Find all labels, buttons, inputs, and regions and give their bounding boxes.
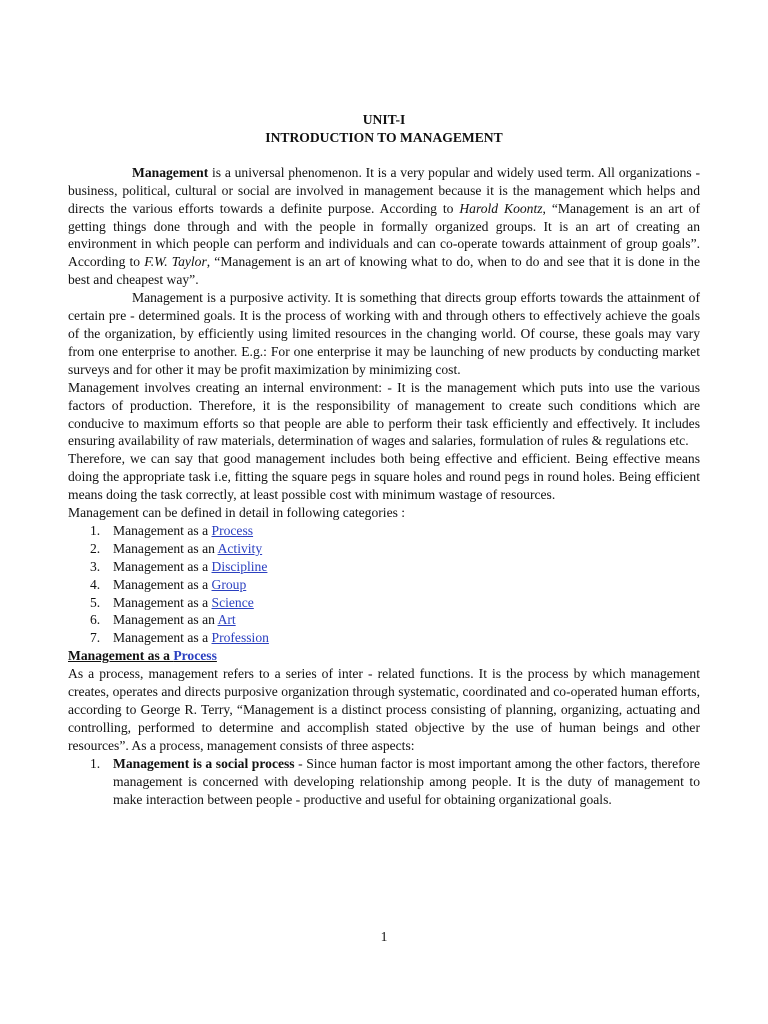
list-prefix: Management as an	[113, 540, 218, 556]
aspect-title: Management is a social process	[113, 755, 295, 771]
list-item	[68, 594, 700, 612]
list-number: 2.	[90, 540, 101, 556]
title-spacer	[68, 147, 700, 164]
list-item	[68, 522, 700, 540]
link-discipline[interactable]: Discipline	[211, 558, 268, 574]
paragraph-process: As a process, management refers to a series of inter - related functions. It is the process by which management creates, operates and directs purposive organization through systematic, coordinated and co-operated human efforts, according to George R. Terry, “Management is a distinct process consisting of planning, organizing, actuating and controlling, performed to determine and accomplish stated objective by the use of human beings and other resources”. As a process, management consists of three aspects:	[68, 666, 700, 753]
list-prefix: Management as a	[113, 558, 212, 574]
author-koontz: Harold Koontz	[459, 200, 543, 216]
link-process[interactable]: Process	[211, 522, 254, 538]
list-prefix: Management as a	[113, 522, 212, 538]
list-prefix: Management as an	[113, 612, 218, 628]
list-number: 3.	[90, 558, 101, 574]
list-number: 4.	[90, 576, 101, 592]
list-prefix: Management as a	[113, 594, 212, 610]
link-art[interactable]: Art	[217, 612, 236, 628]
page-number: 1	[380, 929, 388, 944]
paragraph-effective: Therefore, we can say that good management includes both being effective and efficient. Being effective means doing the appropriate task i.e, fitting the square pegs in square holes and round pegs in round holes. Being efficient means doing the task correctly, at least possible cost with minimum wastage of resources.	[68, 451, 700, 503]
paragraph-definition	[68, 164, 700, 289]
p1-text-a: is a universal phenomenon. It is a very popular and widely used term. All organizations - business, political, cultural or social are involved in management because it is the management which helps and directs the various efforts towards a definite purpose. According to	[68, 164, 700, 216]
aspect-text: - Since human factor is most important among the other factors, therefore management is concerned with developing relationship among people. It is the duty of management to make interaction between people - productive and useful for obtaining organizational goals.	[113, 755, 701, 807]
section-heading-link[interactable]: Process	[173, 648, 217, 664]
list-item	[68, 755, 700, 809]
list-number: 7.	[90, 630, 101, 646]
list-item	[68, 629, 700, 647]
list-item	[68, 558, 700, 576]
paragraph-categories-intro: Management can be defined in detail in following categories :	[68, 505, 406, 521]
list-number: 6.	[90, 612, 101, 628]
document-title: INTRODUCTION TO MANAGEMENT	[265, 129, 503, 145]
list-number: 1.	[90, 522, 101, 538]
p1-text-c: , “Management is an art of knowing what to do, when to do and see that it is done in the best and cheapest way”.	[68, 254, 700, 288]
list-item	[68, 611, 700, 629]
paragraph-environment: Management involves creating an internal environment: - It is the management which puts into use the various factors of production. Therefore, it is the responsibility of management to create such conditions which are conducive to maximum efforts so that people are able to perform their task efficiently and effectively. It includes ensuring availability of raw materials, determination of wages and salaries, formulation of rules & regulations etc.	[68, 379, 700, 449]
section-heading-prefix: Management as a	[68, 648, 174, 664]
list-item	[68, 576, 700, 594]
categories-list	[68, 522, 700, 647]
lead-term: Management	[132, 164, 209, 180]
link-group[interactable]: Group	[211, 576, 247, 592]
section-heading	[68, 647, 700, 665]
p1-text-b: , “Management is an art of getting things done through and with the people in formally organized groups. It is an art of creating an environment in which people can perform and individuals and can co-operate towards attainment of group goals”. According to	[68, 200, 700, 270]
list-number: 5.	[90, 594, 101, 610]
list-prefix: Management as a	[113, 630, 212, 646]
unit-label: UNIT-I	[362, 112, 406, 127]
link-activity[interactable]: Activity	[217, 540, 263, 556]
author-taylor: F.W. Taylor	[144, 254, 207, 270]
document-body	[68, 111, 700, 808]
link-science[interactable]: Science	[211, 594, 254, 610]
aspects-list	[68, 755, 700, 809]
paragraph-purposive: Management is a purposive activity. It is something that directs group efforts towards the attainment of certain pre - determined goals. It is the process of working with and through others to effectively achieve the goals of the organization, by efficiently using limited resources in the changing world. Of course, these goals may vary from one enterprise to another. E.g.: For one enterprise it may be launching of new products by conducting market surveys and for other it may be profit maximization by minimizing cost.	[68, 290, 700, 377]
list-prefix: Management as a	[113, 576, 212, 592]
link-profession[interactable]: Profession	[211, 630, 269, 646]
list-item	[68, 540, 700, 558]
list-number: 1.	[90, 755, 101, 771]
